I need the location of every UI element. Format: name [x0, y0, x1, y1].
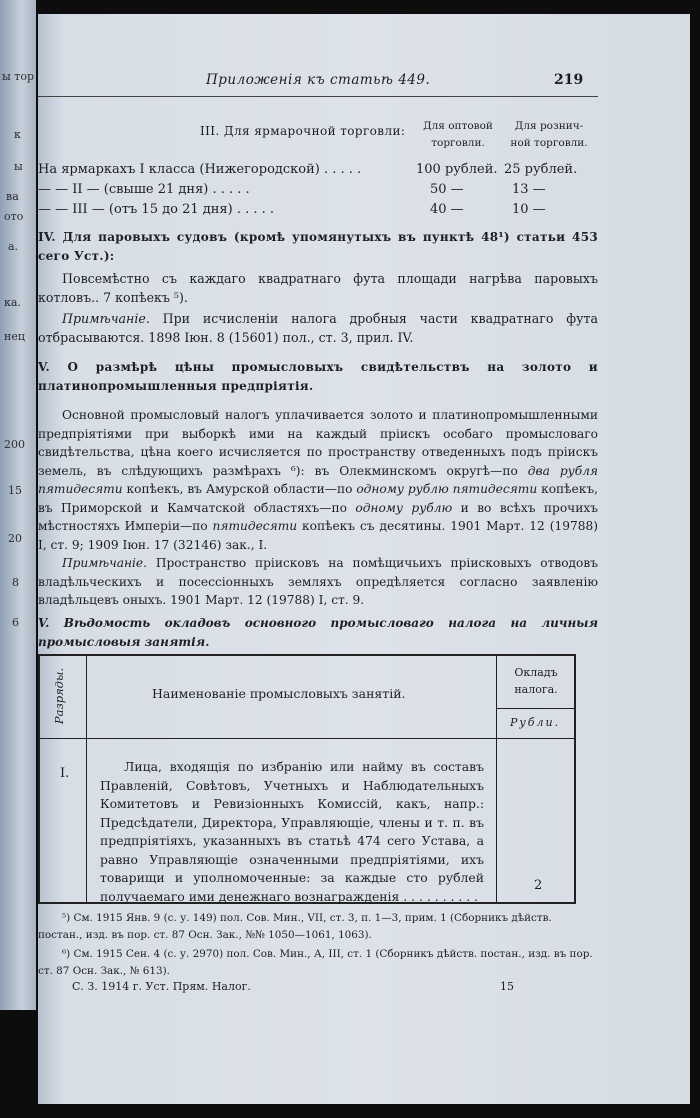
footnote: ⁶) См. 1915 Сен. 4 (с. у. 2970) пол. Сов. Мин., А, III, ст. 1 (Сборникъ дѣйств. постан., изд. въ пор. ст. 87 Осн. Зак., № 613). [38, 948, 593, 977]
prev-page-fragment: ы [14, 160, 23, 173]
vedomost-title [38, 614, 598, 651]
fair-wholesale: 40 — [430, 202, 464, 217]
fair-label: — — III — (отъ 15 до 21 дня) . . . . . [38, 202, 275, 217]
prev-page-fragment: ва [6, 190, 19, 203]
section-4-title [38, 228, 598, 265]
col-head-line: Окладъ [514, 666, 558, 679]
section-5-body [38, 406, 598, 554]
page-header [38, 72, 690, 92]
book-page [38, 14, 690, 1104]
col-name-header: Наименованіе промысловыхъ занятій. [152, 686, 406, 701]
section-3-title: III. Для ярмарочной торговли: [200, 124, 406, 138]
prev-page-fragment: ы тор [2, 70, 35, 83]
body-text: копѣекъ, въ Амурской области—по [122, 482, 357, 496]
note-label: Примѣчаніе. [62, 311, 150, 326]
running-title: Приложенія къ статьѣ 449. [206, 72, 431, 88]
previous-page-edge [0, 0, 36, 1010]
fair-wholesale: 50 — [430, 182, 464, 197]
row-rank: I. [60, 766, 70, 781]
fair-retail: 13 — [512, 182, 546, 197]
col-rate-header [500, 664, 572, 698]
body-text: и во всѣхъ прочихъ мѣстностяхъ Имперіи—по [38, 500, 598, 533]
table-rule [86, 656, 87, 902]
prev-page-fragment: 8 [12, 576, 19, 589]
vedomost-title-text: V. Вѣдомость окладовъ основного промысловаго налога на личныя промысловыя занятія. [38, 616, 598, 649]
section-4-body: Повсемѣстно съ каждаго квадратнаго фута площади нагрѣва паровыхъ котловъ.. 7 копѣекъ ⁵). [38, 271, 598, 305]
body-emphasis: одному рублю пятидесяти [356, 482, 538, 496]
prev-page-fragment: 200 [4, 438, 25, 451]
body-emphasis: одному рублю [355, 500, 453, 515]
table-rule [40, 738, 574, 739]
col-head-retail [504, 118, 594, 152]
section-5-title-text: V. О размѣрѣ цѣны промысловыхъ свидѣтельствъ на золото и платинопромышленныя предпріятія. [38, 360, 598, 393]
section-4-note [38, 310, 598, 347]
row-description: Лица, входящія по избранію или найму въ составъ Правленій, Совѣтовъ, Учетныхъ и Наблюдательныхъ Комитетовъ и Ревизіонныхъ Комиссій, какъ, напр.: Предсѣдатели, Директора, Управляющіе, члены и т. п. въ предпріятіяхъ, указанныхъ въ статьѣ 474 сего Устава, а равно Управляющіе означенными предпріятіями, ихъ товарищи и уполномоченные: за каждые сто рублей получаемаго ими денежнаго вознагражденія . . . . . . . . . . [100, 759, 484, 904]
note-text: Пространство пріисковъ на помѣщичьихъ пріисковыхъ отводовъ владѣльческихъ и посессіонныхъ земляхъ опредѣляется согласно заявленію владѣльцевъ оныхъ. 1901 Март. 12 (19788) I, ст. 9. [38, 556, 598, 607]
fair-label: — — II — (свыше 21 дня) . . . . . [38, 182, 250, 197]
section-4-title-text: IV. Для паровыхъ судовъ (кромѣ упомянутыхъ въ пунктѣ 48¹) статьи 453 сего Уст.): [38, 230, 598, 263]
fair-label: На ярмаркахъ I класса (Нижегородской) . . . . . [38, 162, 362, 177]
fair-row [38, 162, 598, 182]
col-head-line: ной торговли. [510, 137, 588, 149]
body-text: копѣекъ, въ Приморской и Камчатской областяхъ—по [38, 482, 598, 515]
col-head-line: Для рознич- [514, 120, 584, 132]
section-5-title [38, 358, 598, 395]
prev-page-fragment: 15 [8, 484, 22, 497]
footnote: ⁵) См. 1915 Янв. 9 (с. у. 149) пол. Сов. Мин., VII, ст. 3, п. 1—3, прим. 1 (Сборникъ дѣйств. постан., изд. въ пор. ст. 87 Осн. Зак., №№ 1050—1061, 1063). [38, 912, 552, 941]
note-label: Примѣчаніе. [62, 556, 147, 570]
prev-page-fragment: нец [4, 330, 25, 343]
col-head-line: налога. [514, 683, 558, 696]
col-head-wholesale [416, 118, 500, 152]
fair-retail: 25 рублей. [504, 162, 578, 177]
prev-page-fragment: ото [4, 210, 24, 223]
note-text: При исчисленіи налога дробныя части квадратнаго фута отбрасываются. 1898 Іюн. 8 (15601) пол., ст. 3, прил. IV. [38, 311, 598, 345]
fair-retail: 10 — [512, 202, 546, 217]
fair-row [38, 202, 598, 222]
header-rule [38, 96, 598, 97]
body-emphasis: пятидесяти [212, 519, 298, 533]
footer-source: С. З. 1914 г. Уст. Прям. Налог. [72, 980, 251, 993]
col-head-line: торговли. [431, 137, 485, 149]
table-rule [496, 656, 497, 902]
fair-row [38, 182, 598, 202]
col-rank-header: Разряды. [52, 668, 66, 725]
body-emphasis: два рубля пятидесяти [38, 463, 598, 496]
prev-page-fragment: 20 [8, 532, 22, 545]
body-text: Основной промысловый налогъ уплачивается золото и платинопромышленными предпріятіями при выборкѣ ими на каждый пріискъ особаго промысловаго свидѣтельства, цѣна коего исчисляется по пространству отведенныхъ подъ пріискъ земель, въ слѣдующихъ размѣрахъ ⁶): въ Олекминскомъ округѣ—по [38, 408, 598, 478]
footer-signature: 15 [500, 980, 514, 993]
row-value: 2 [534, 878, 543, 893]
page-number: 219 [554, 72, 584, 88]
prev-page-fragment: а. [8, 240, 19, 253]
prev-page-fragment: 6 [12, 616, 19, 629]
section-5-note [38, 554, 598, 610]
body-text: копѣекъ съ десятины. 1901 Март. 12 (19788) I, ст. 9; 1909 Іюн. 17 (32146) зак., I. [38, 519, 598, 552]
col-head-line: Для оптовой [423, 120, 493, 132]
tax-table [38, 654, 576, 904]
col-unit-header: Рубли. [510, 716, 561, 729]
prev-page-fragment: ка. [4, 296, 21, 309]
table-rule [496, 708, 574, 709]
fair-wholesale: 100 рублей. [416, 162, 498, 177]
prev-page-fragment: к [14, 128, 21, 141]
